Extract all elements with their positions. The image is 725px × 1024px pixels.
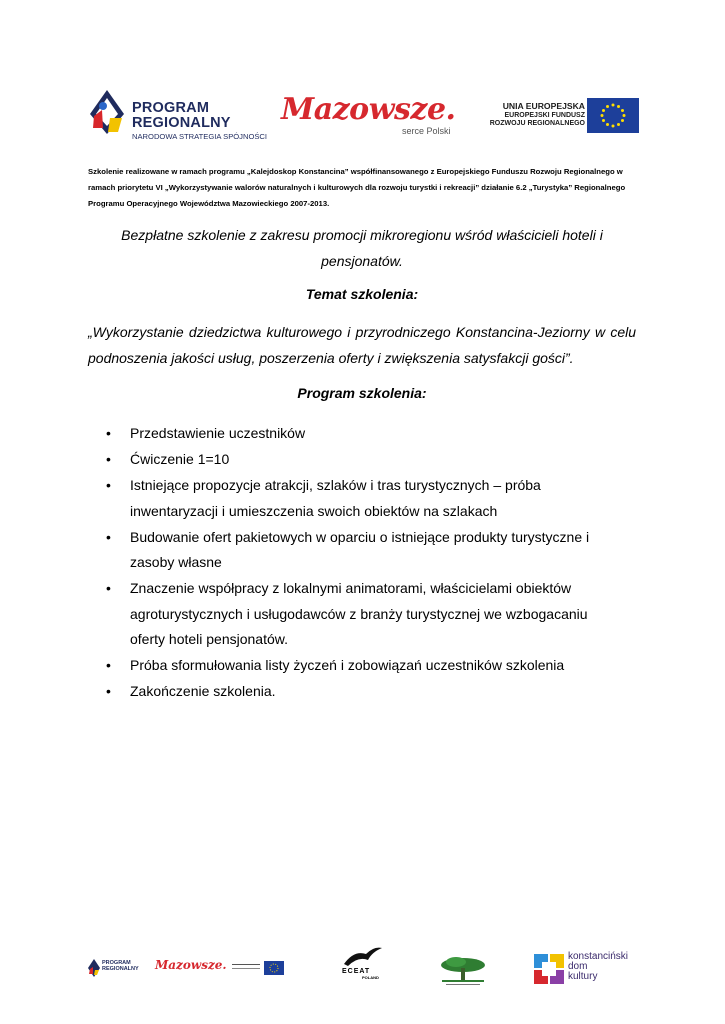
intro-paragraph: Szkolenie realizowane w ramach programu „Kalejdoskop Konstancina” współfinansowanego z Europejskiego Funduszu Rozwoju Regionalnego w ramach priorytetu VI „Wykorzystywanie walorów naturalnych i kulturowych dla rozwoju turystki i rekreacji” działanie 6.2 „Turystyka” Regionalnego Programu Operacyjnego Województwa Mazowieckiego 2007-2013. (88, 167, 626, 208)
footer-eceat-subtext: POLAND (362, 975, 379, 980)
footer-tree-logo (436, 956, 490, 988)
footer-mazowsze-logo (155, 958, 227, 976)
footer-mazowsze-wordmark: Mazowsze. (155, 958, 227, 972)
footer-eceat-bird-icon (340, 944, 386, 968)
eu-fund-line2: ROZWOJU REGIONALNEGO (489, 120, 585, 127)
footer-eu-flag-icon (264, 961, 284, 975)
program-regionalny-emblem-icon (88, 88, 126, 136)
eu-fund-text (490, 112, 585, 128)
footer-tree-icon (436, 956, 490, 988)
program-regionalny-line2: REGIONALNY (132, 115, 231, 131)
program-heading: Program szkolenia: (297, 385, 427, 401)
eu-fund-line1: EUROPEJSKI FUNDUSZ (504, 112, 585, 119)
footer-eceat-logo (340, 944, 386, 986)
footer-eu-logo (232, 960, 284, 976)
list-item: • Istniejące propozycje atrakcji, szlaków i tras turystycznych – próba inwentaryzacji i umieszczenia swoich obiektów na szlakach (106, 473, 626, 524)
eu-flag-icon (587, 98, 639, 133)
footer-pr-line1: PROGRAM (102, 960, 131, 966)
footer-pr-emblem-icon (88, 959, 100, 977)
footer-eu-text-line (232, 964, 260, 965)
program-regionalny-line1: PROGRAM (132, 100, 210, 116)
program-list (106, 421, 626, 705)
list-item: • Przedstawienie uczestników (106, 421, 626, 447)
mazowsze-subtitle: serce Polski (402, 126, 451, 136)
list-item: • Zakończenie szkolenia. (106, 679, 626, 705)
list-item: • Ćwiczenie 1=10 (106, 447, 626, 473)
list-item: • Budowanie ofert pakietowych w oparciu o istniejące produkty turystyczne i zasoby własne (106, 525, 626, 576)
eu-logo (487, 98, 639, 136)
footer-konstancinski-dom-kultury-logo (534, 952, 630, 986)
footer-pr-text (102, 960, 139, 972)
footer-kdk-text (568, 952, 628, 982)
footer-program-regionalny-logo (88, 958, 148, 978)
footer-kdk-emblem-icon (534, 954, 564, 984)
list-item: • Próba sformułowania listy życzeń i zobowiązań uczestników szkolenia (106, 653, 626, 679)
mazowsze-logo (281, 92, 461, 137)
lead-paragraph: Bezpłatne szkolenie z zakresu promocji mikroregionu wśród właścicieli hoteli i pensjonatów. (121, 227, 603, 269)
program-regionalny-tagline: NARODOWA STRATEGIA SPÓJNOŚCI (132, 132, 268, 141)
topic-text: „Wykorzystanie dziedzictwa kulturowego i przyrodniczego Konstancina-Jeziorny w celu podnoszenia jakości usług, poszerzenia oferty i zwiększenia satysfakcji gości”. (88, 324, 636, 366)
program-regionalny-logo (88, 86, 268, 142)
footer-kdk-line3: kultury (568, 971, 598, 982)
footer-kdk-line2: dom (568, 961, 588, 972)
list-item: • Znaczenie współpracy z lokalnymi animatorami, właścicielami obiektów agroturystycznych i usługodawców z branży turystycznej we wzbogacaniu oferty hoteli pensjonatów. (106, 576, 626, 653)
footer-pr-line2: REGIONALNY (102, 966, 139, 972)
eu-title: UNIA EUROPEJSKA (502, 101, 585, 111)
footer-kdk-line1: konstanciński (568, 951, 629, 962)
topic-heading: Temat szkolenia: (305, 286, 419, 302)
mazowsze-wordmark: Mazowsze. (281, 92, 456, 127)
footer-eceat-text: ECEAT (342, 968, 371, 975)
footer-eu-text-line (232, 968, 260, 969)
